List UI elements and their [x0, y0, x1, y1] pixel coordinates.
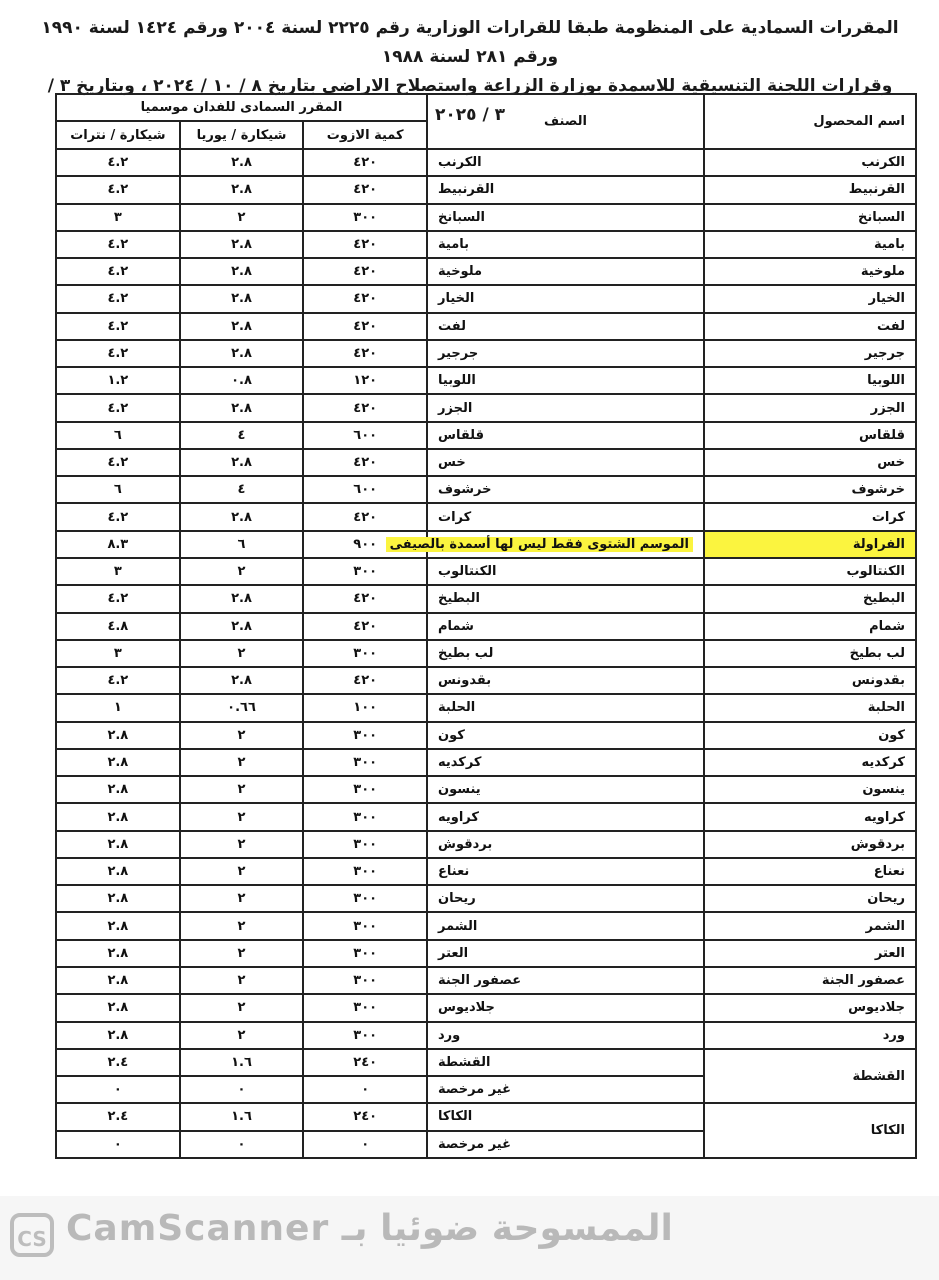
nitrogen-cell: ٦٠٠ [303, 422, 427, 449]
crop-name-cell: السبانخ [704, 204, 916, 231]
nitrate-cell: ٤.٢ [56, 394, 180, 421]
variety-cell: غير مرخصة [427, 1076, 704, 1103]
urea-cell: ٢.٨ [180, 231, 304, 258]
urea-cell: ٢.٨ [180, 449, 304, 476]
nitrogen-cell: ٣٠٠ [303, 1022, 427, 1049]
variety-cell: غير مرخصة [427, 1131, 704, 1158]
nitrogen-cell: ٩٠٠ [303, 531, 427, 558]
nitrate-cell: ٣ [56, 558, 180, 585]
variety-cell: كون [427, 722, 704, 749]
scanner-watermark: الممسوحة ضوئيا بـ CamScanner [66, 1208, 673, 1249]
urea-cell: ٤ [180, 476, 304, 503]
nitrate-cell: ٤.٢ [56, 258, 180, 285]
nitrate-cell: ٤.٢ [56, 176, 180, 203]
variety-cell: اللوبيا [427, 367, 704, 394]
crop-name-cell: لب بطيخ [704, 640, 916, 667]
urea-cell: ١.٦ [180, 1049, 304, 1076]
table-row [56, 340, 916, 367]
crop-name-cell: جرجير [704, 340, 916, 367]
header-group: المقرر السمادى للفدان موسميا [56, 94, 427, 121]
variety-cell: ورد [427, 1022, 704, 1049]
table-body [56, 149, 916, 1158]
crop-name-cell: الحلبة [704, 694, 916, 721]
nitrogen-cell: ٤٢٠ [303, 613, 427, 640]
urea-cell: ٢ [180, 994, 304, 1021]
crop-name-cell: كركديه [704, 749, 916, 776]
table-row [56, 476, 916, 503]
nitrate-cell: ٤.٢ [56, 149, 180, 176]
nitrogen-cell: ٠ [303, 1131, 427, 1158]
header-nitrogen: كمية الازوت [303, 121, 427, 149]
header-line-2: وقرارات اللجنة التنسيقية للاسمدة بوزارة الزراعة واستصلاح الاراضى بتاريخ ٨ / ١٠ / ٢٠٢٤ ، وبتاريخ ٣ / ٣ / ٢٠٢٥ [47, 76, 893, 125]
fertilizer-table [55, 93, 917, 1159]
urea-cell: ٢ [180, 831, 304, 858]
nitrogen-cell: ٤٢٠ [303, 176, 427, 203]
variety-cell [389, 531, 704, 558]
urea-cell: ٢.٨ [180, 503, 304, 530]
variety-cell: خس [427, 449, 704, 476]
variety-cell: العتر [427, 940, 704, 967]
urea-cell: ٢ [180, 885, 304, 912]
table-row [56, 967, 916, 994]
urea-cell: ٢.٨ [180, 613, 304, 640]
table-row [56, 940, 916, 967]
variety-cell: الخيار [427, 285, 704, 312]
table-row [56, 722, 916, 749]
crop-name-cell: الفراولة [704, 531, 916, 558]
variety-cell: قلقاس [427, 422, 704, 449]
nitrogen-cell: ١٠٠ [303, 694, 427, 721]
urea-cell: ٢.٨ [180, 585, 304, 612]
table-row [56, 912, 916, 939]
nitrate-cell: ٢.٨ [56, 858, 180, 885]
urea-cell: ٠ [180, 1131, 304, 1158]
urea-cell: ٢.٨ [180, 149, 304, 176]
nitrogen-cell: ٣٠٠ [303, 994, 427, 1021]
nitrogen-cell: ٣٠٠ [303, 722, 427, 749]
urea-cell: ٢ [180, 640, 304, 667]
variety-cell: كرات [427, 503, 704, 530]
nitrate-cell: ٤.٢ [56, 231, 180, 258]
urea-cell: ٢.٨ [180, 285, 304, 312]
table-row [56, 776, 916, 803]
urea-cell: ٢ [180, 1022, 304, 1049]
crop-name-cell: كون [704, 722, 916, 749]
table-row [56, 531, 916, 558]
nitrate-cell: ٣ [56, 640, 180, 667]
variety-cell: نعناع [427, 858, 704, 885]
nitrogen-cell: ٤٢٠ [303, 503, 427, 530]
nitrogen-cell: ٤٢٠ [303, 394, 427, 421]
nitrogen-cell: ٦٠٠ [303, 476, 427, 503]
nitrogen-cell: ٣٠٠ [303, 204, 427, 231]
table-row [56, 367, 916, 394]
crop-name-cell: خس [704, 449, 916, 476]
nitrate-cell: ٤.٢ [56, 667, 180, 694]
crop-name-cell: جلاديوس [704, 994, 916, 1021]
variety-cell: بردقوش [427, 831, 704, 858]
nitrogen-cell: ١٢٠ [303, 367, 427, 394]
crop-name-cell: الجزر [704, 394, 916, 421]
table-row [56, 149, 916, 176]
variety-cell: لب بطيخ [427, 640, 704, 667]
urea-cell: ٠.٦٦ [180, 694, 304, 721]
nitrate-cell: ٢.٨ [56, 749, 180, 776]
crop-name-cell: شمام [704, 613, 916, 640]
highlighted-note: الموسم الشتوى فقط ليس لها أسمدة بالصيفى [386, 537, 693, 552]
table-row [56, 585, 916, 612]
table-row [56, 558, 916, 585]
variety-cell: جرجير [427, 340, 704, 367]
crop-name-cell: اللوبيا [704, 367, 916, 394]
nitrate-cell: ٤.٢ [56, 503, 180, 530]
urea-cell: ٢ [180, 558, 304, 585]
header-crop: اسم المحصول [704, 94, 916, 149]
nitrogen-cell: ٠ [303, 1076, 427, 1103]
nitrogen-cell: ٣٠٠ [303, 640, 427, 667]
urea-cell: ٤ [180, 422, 304, 449]
crop-name-cell: القشطة [704, 1049, 916, 1104]
camscanner-logo-icon: CS [10, 1213, 54, 1257]
nitrogen-cell: ٤٢٠ [303, 285, 427, 312]
crop-name-cell: قلقاس [704, 422, 916, 449]
nitrate-cell: ٢.٨ [56, 1022, 180, 1049]
variety-cell: الكنتالوب [427, 558, 704, 585]
nitrogen-cell: ٣٠٠ [303, 912, 427, 939]
nitrate-cell: ١ [56, 694, 180, 721]
table-row [56, 831, 916, 858]
nitrate-cell: ٢.٨ [56, 994, 180, 1021]
urea-cell: ٦ [180, 531, 304, 558]
urea-cell: ٢ [180, 967, 304, 994]
urea-cell: ٢.٨ [180, 313, 304, 340]
table-row [56, 422, 916, 449]
crop-name-cell: كرات [704, 503, 916, 530]
variety-cell: عصفور الجنة [427, 967, 704, 994]
crop-name-cell: ريحان [704, 885, 916, 912]
nitrogen-cell: ٤٢٠ [303, 340, 427, 367]
table-row [56, 640, 916, 667]
nitrogen-cell: ٣٠٠ [303, 858, 427, 885]
crop-name-cell: كراويه [704, 803, 916, 830]
crop-name-cell: بامية [704, 231, 916, 258]
nitrate-cell: ٢.٨ [56, 967, 180, 994]
variety-cell: القشطة [427, 1049, 704, 1076]
header-variety: الصنف [427, 94, 704, 149]
variety-cell: شمام [427, 613, 704, 640]
nitrogen-cell: ٣٠٠ [303, 803, 427, 830]
table-row [56, 667, 916, 694]
nitrogen-cell: ٣٠٠ [303, 831, 427, 858]
nitrogen-cell: ٤٢٠ [303, 258, 427, 285]
crop-name-cell: عصفور الجنة [704, 967, 916, 994]
header-sack-nitrate: شيكارة / نترات [56, 121, 180, 149]
variety-cell: ينسون [427, 776, 704, 803]
table-row [56, 749, 916, 776]
crop-name-cell: خرشوف [704, 476, 916, 503]
crop-name-cell: بردقوش [704, 831, 916, 858]
nitrate-cell: ٢.٤ [56, 1049, 180, 1076]
table-row [56, 613, 916, 640]
variety-cell: بقدونس [427, 667, 704, 694]
nitrate-cell: ٠ [56, 1131, 180, 1158]
nitrate-cell: ٤.٢ [56, 449, 180, 476]
urea-cell: ٢ [180, 803, 304, 830]
table-row [56, 204, 916, 231]
table-row [56, 449, 916, 476]
variety-cell: بامية [427, 231, 704, 258]
crop-name-cell: بقدونس [704, 667, 916, 694]
crop-name-cell: لفت [704, 313, 916, 340]
nitrogen-cell: ٣٠٠ [303, 776, 427, 803]
urea-cell: ٢ [180, 940, 304, 967]
variety-cell: كراويه [427, 803, 704, 830]
crop-name-cell: البطيخ [704, 585, 916, 612]
table-row [56, 1049, 916, 1076]
nitrogen-cell: ٢٤٠ [303, 1103, 427, 1130]
nitrate-cell: ٣ [56, 204, 180, 231]
nitrate-cell: ٤.٢ [56, 313, 180, 340]
crop-name-cell: القرنبيط [704, 176, 916, 203]
nitrate-cell: ٦ [56, 476, 180, 503]
nitrate-cell: ٢.٨ [56, 940, 180, 967]
nitrate-cell: ٤.٢ [56, 585, 180, 612]
urea-cell: ٠.٨ [180, 367, 304, 394]
table-row [56, 394, 916, 421]
variety-cell: ملوخية [427, 258, 704, 285]
variety-cell: السبانخ [427, 204, 704, 231]
nitrate-cell: ٢.٨ [56, 831, 180, 858]
nitrate-cell: ١.٢ [56, 367, 180, 394]
urea-cell: ٢ [180, 204, 304, 231]
nitrogen-cell: ٢٤٠ [303, 1049, 427, 1076]
variety-cell: الحلبة [427, 694, 704, 721]
table-row [56, 313, 916, 340]
crop-name-cell: ملوخية [704, 258, 916, 285]
nitrogen-cell: ٤٢٠ [303, 585, 427, 612]
variety-cell: خرشوف [427, 476, 704, 503]
urea-cell: ٢ [180, 776, 304, 803]
nitrogen-cell: ٣٠٠ [303, 558, 427, 585]
nitrate-cell: ٤.٨ [56, 613, 180, 640]
urea-cell: ٢.٨ [180, 258, 304, 285]
variety-cell: الكاكا [427, 1103, 704, 1130]
urea-cell: ٢ [180, 722, 304, 749]
nitrogen-cell: ٤٢٠ [303, 449, 427, 476]
crop-name-cell: الشمر [704, 912, 916, 939]
table-row [56, 803, 916, 830]
table-row [56, 1022, 916, 1049]
table-row [56, 503, 916, 530]
variety-cell: الشمر [427, 912, 704, 939]
header-sack-urea: شيكارة / يوريا [180, 121, 304, 149]
table-row [56, 285, 916, 312]
nitrogen-cell: ٣٠٠ [303, 885, 427, 912]
nitrate-cell: ٨.٣ [56, 531, 180, 558]
variety-cell: ريحان [427, 885, 704, 912]
table-row [56, 231, 916, 258]
crop-name-cell: نعناع [704, 858, 916, 885]
crop-name-cell: الكاكا [704, 1103, 916, 1158]
urea-cell: ٢ [180, 858, 304, 885]
variety-cell: كركديه [427, 749, 704, 776]
nitrate-cell: ٢.٨ [56, 722, 180, 749]
nitrate-cell: ٢.٨ [56, 885, 180, 912]
table-row [56, 994, 916, 1021]
urea-cell: ٢.٨ [180, 667, 304, 694]
variety-cell: الجزر [427, 394, 704, 421]
table-row [56, 885, 916, 912]
variety-cell: جلاديوس [427, 994, 704, 1021]
variety-cell: لفت [427, 313, 704, 340]
urea-cell: ٢ [180, 749, 304, 776]
variety-cell: البطيخ [427, 585, 704, 612]
urea-cell: ٢.٨ [180, 340, 304, 367]
table-row [56, 176, 916, 203]
nitrate-cell: ٢.٤ [56, 1103, 180, 1130]
nitrate-cell: ٤.٢ [56, 285, 180, 312]
crop-name-cell: الكنتالوب [704, 558, 916, 585]
variety-cell: القرنبيط [427, 176, 704, 203]
nitrogen-cell: ٣٠٠ [303, 967, 427, 994]
header-line-1: المقررات السمادية على المنظومة طبقا للقرارات الوزارية رقم ٢٢٢٥ لسنة ٢٠٠٤ ورقم ١٤٢٤ لسنة ١٩٩٠ ورقم ٢٨١ لسنة ١٩٨٨ [41, 18, 899, 67]
nitrogen-cell: ٣٠٠ [303, 940, 427, 967]
fertilizer-table-container [55, 93, 917, 1159]
crop-name-cell: ورد [704, 1022, 916, 1049]
table-row [56, 1103, 916, 1130]
nitrate-cell: ٢.٨ [56, 776, 180, 803]
crop-name-cell: ينسون [704, 776, 916, 803]
urea-cell: ٠ [180, 1076, 304, 1103]
nitrogen-cell: ٤٢٠ [303, 149, 427, 176]
crop-name-cell: العتر [704, 940, 916, 967]
variety-cell: الكرنب [427, 149, 704, 176]
nitrate-cell: ٢.٨ [56, 803, 180, 830]
nitrate-cell: ٦ [56, 422, 180, 449]
table-row [56, 694, 916, 721]
urea-cell: ١.٦ [180, 1103, 304, 1130]
urea-cell: ٢.٨ [180, 176, 304, 203]
nitrate-cell: ٤.٢ [56, 340, 180, 367]
crop-name-cell: الكرنب [704, 149, 916, 176]
nitrogen-cell: ٤٢٠ [303, 667, 427, 694]
nitrogen-cell: ٣٠٠ [303, 749, 427, 776]
urea-cell: ٢ [180, 912, 304, 939]
urea-cell: ٢.٨ [180, 394, 304, 421]
nitrate-cell: ٢.٨ [56, 912, 180, 939]
nitrate-cell: ٠ [56, 1076, 180, 1103]
table-row [56, 258, 916, 285]
nitrogen-cell: ٤٢٠ [303, 313, 427, 340]
crop-name-cell: الخيار [704, 285, 916, 312]
table-row [56, 858, 916, 885]
nitrogen-cell: ٤٢٠ [303, 231, 427, 258]
